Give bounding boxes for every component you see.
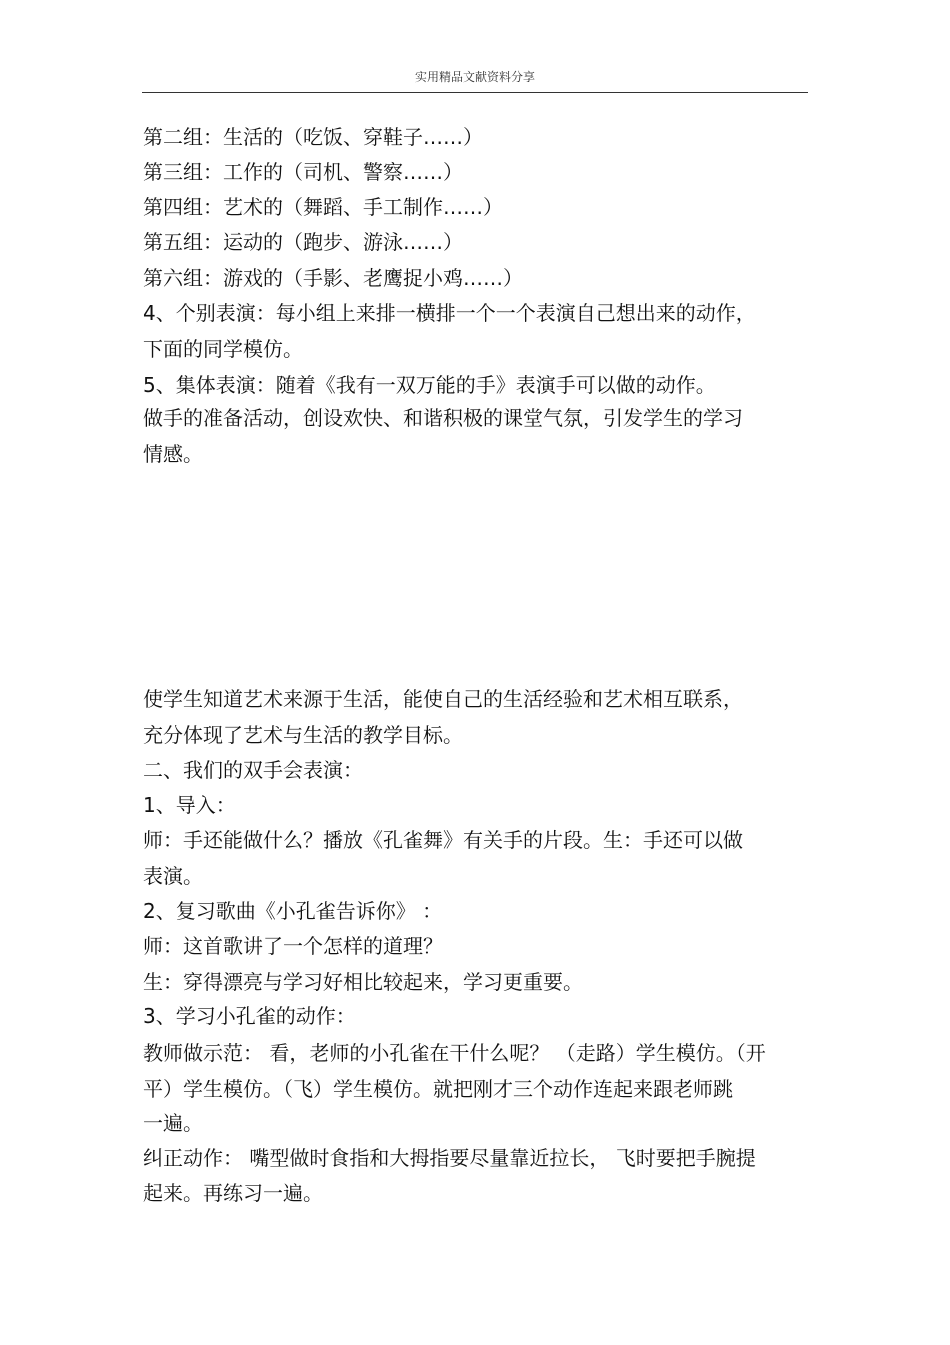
text-line-7: 下面的同学模仿。: [143, 337, 303, 361]
text-line-2: 第三组：工作的（司机、警察……）: [143, 160, 463, 184]
text-line-10: 情感。: [143, 442, 203, 466]
text-line-3: 第四组：艺术的（舞蹈、手工制作……）: [143, 195, 503, 219]
text-line-11: 使学生知道艺术来源于生活，能使自己的生活经验和艺术相互联系，: [143, 687, 743, 711]
text-line-4: 第五组：运动的（跑步、游泳……）: [143, 230, 463, 254]
text-line-6: 4、个别表演：每小组上来排一横排一个一个表演自己想出来的动作，: [143, 301, 756, 325]
text-line-20: 3、学习小孔雀的动作：: [143, 1004, 356, 1028]
text-line-1: 第二组：生活的（吃饭、穿鞋子……）: [143, 125, 483, 149]
text-line-9: 做手的准备活动，创设欢快、和谐积极的课堂气氛，引发学生的学习: [143, 406, 743, 430]
text-line-18: 师：这首歌讲了一个怎样的道理？: [143, 934, 443, 958]
text-line-23: 一遍。: [143, 1111, 203, 1135]
text-line-25: 起来。再练习一遍。: [143, 1181, 323, 1205]
text-line-12: 充分体现了艺术与生活的教学目标。: [143, 723, 463, 747]
text-line-17: 2、复习歌曲《小孔雀告诉你》 ：: [143, 899, 443, 923]
text-line-19: 生：穿得漂亮与学习好相比较起来，学习更重要。: [143, 970, 583, 994]
text-line-16: 表演。: [143, 864, 203, 888]
text-line-15: 师：手还能做什么？播放《孔雀舞》有关手的片段。生：手还可以做: [143, 828, 743, 852]
text-line-21: 教师做示范： 看，老师的小孔雀在干什么呢？ （走路）学生模仿。（开: [143, 1041, 766, 1065]
page-header: [142, 64, 808, 93]
text-line-24: 纠正动作： 嘴型做时食指和大拇指要尽量靠近拉长， 飞时要把手腕提: [143, 1146, 756, 1170]
text-line-8: 5、集体表演：随着《我有一双万能的手》表演手可以做的动作。: [143, 373, 716, 397]
header-title: 实用精品文献资料分享: [414, 70, 535, 84]
text-line-5: 第六组：游戏的（手影、老鹰捉小鸡……）: [143, 266, 523, 290]
text-line-13: 二、我们的双手会表演：: [143, 758, 363, 782]
text-line-22: 平）学生模仿。（飞）学生模仿。就把刚才三个动作连起来跟老师跳: [143, 1077, 733, 1101]
text-line-14: 1、导入：: [143, 793, 236, 817]
